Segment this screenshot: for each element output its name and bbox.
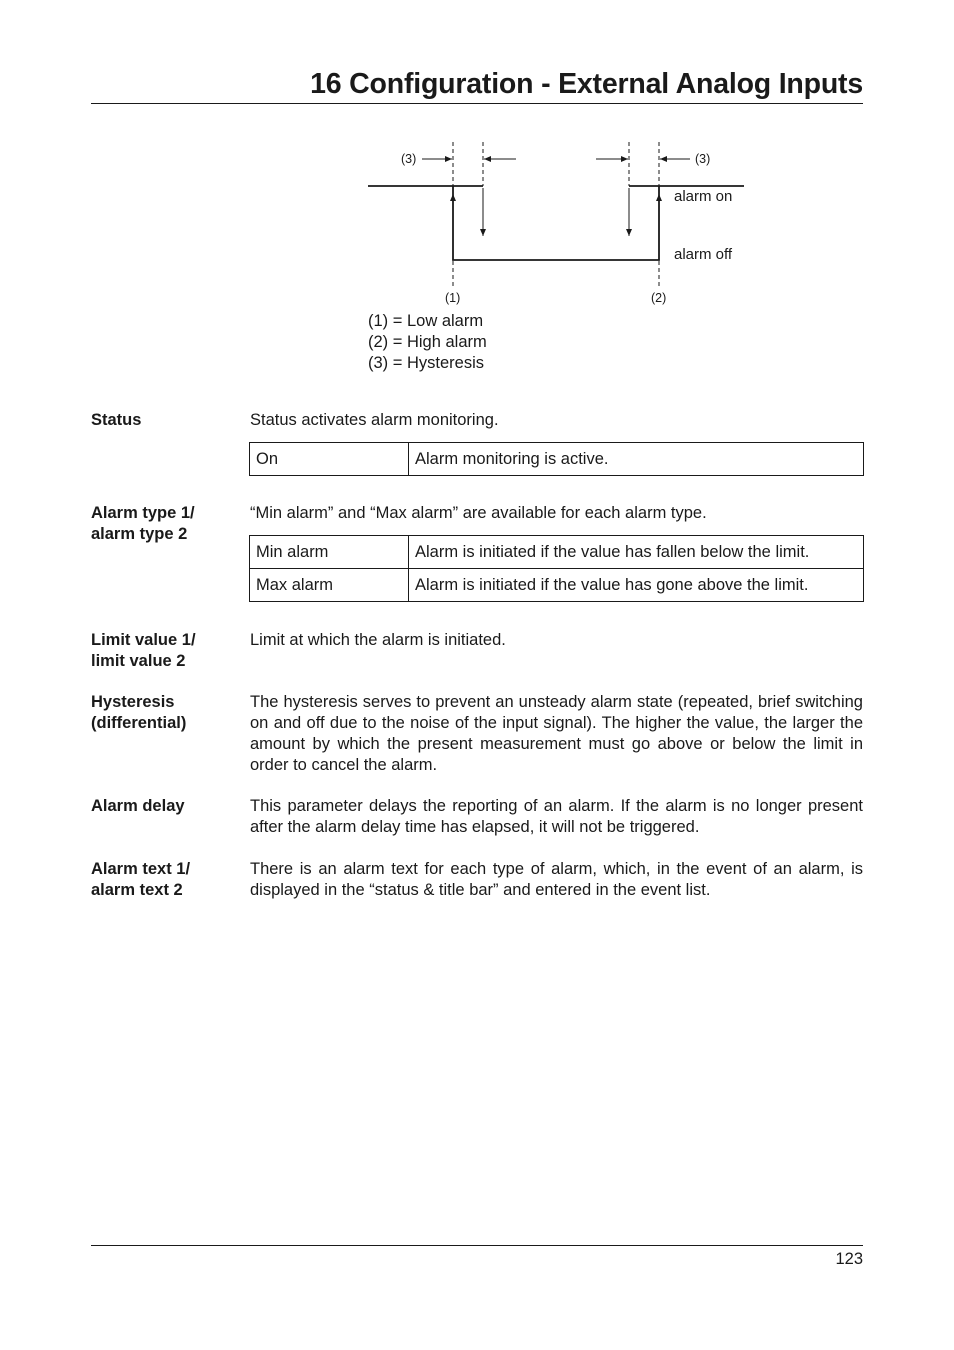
page-title: 16 Configuration - External Analog Inputs — [310, 68, 863, 100]
alarm-delay-description: This parameter delays the reporting of an alarm. If the alarm is no longer present after the alarm delay time has elapsed, it will not be triggered. — [250, 797, 863, 836]
alarm-off-label: alarm off — [674, 246, 733, 263]
legend-item: (2) = High alarm — [368, 333, 487, 351]
page-number: 123 — [835, 1250, 863, 1268]
option-cell: Min alarm — [250, 536, 409, 569]
hysteresis-diagram — [360, 140, 760, 312]
alarm-on-label: alarm on — [674, 188, 733, 205]
limit-value-label: Limit value 1/ limit value 2 — [91, 631, 196, 670]
limit-value-description: Limit at which the alarm is initiated. — [250, 631, 506, 649]
footer-divider — [91, 1245, 863, 1246]
hysteresis-label-left: (3) — [401, 152, 417, 166]
alarm-type-options-table — [249, 535, 864, 602]
status-label: Status — [91, 411, 142, 429]
table-row — [250, 443, 864, 476]
hysteresis-description: The hysteresis serves to prevent an unsteady alarm state (repeated, brief switching on and off due to the noise of the input signal). The higher the value, the larger the amount by which the present measurement must go above or below the limit in order to cancel the alarm. — [250, 693, 863, 774]
description-cell: Alarm is initiated if the value has fallen below the limit. — [409, 536, 864, 569]
legend-item: (3) = Hysteresis — [368, 354, 484, 372]
table-row — [250, 569, 864, 602]
description-cell: Alarm monitoring is active. — [409, 443, 864, 476]
alarm-type-description: “Min alarm” and “Max alarm” are available for each alarm type. — [250, 504, 707, 522]
legend-item: (1) = Low alarm — [368, 312, 484, 330]
alarm-text-label: Alarm text 1/ alarm text 2 — [91, 860, 191, 899]
option-cell: On — [250, 443, 409, 476]
alarm-type-label: Alarm type 1/ alarm type 2 — [91, 504, 195, 543]
diagram-legend — [368, 311, 487, 374]
status-options-table — [249, 442, 864, 476]
alarm-delay-label: Alarm delay — [91, 797, 185, 815]
hysteresis-label: Hysteresis (differential) — [91, 693, 187, 732]
status-description: Status activates alarm monitoring. — [250, 411, 499, 429]
low-alarm-marker-label: (1) — [445, 291, 461, 305]
alarm-text-description: There is an alarm text for each type of alarm, which, in the event of an alarm, is displayed in the “status & title bar” and entered in the event list. — [250, 860, 863, 899]
hysteresis-label-right: (3) — [695, 152, 711, 166]
high-alarm-marker-label: (2) — [651, 291, 667, 305]
table-row — [250, 536, 864, 569]
option-cell: Max alarm — [250, 569, 409, 602]
description-cell: Alarm is initiated if the value has gone above the limit. — [409, 569, 864, 602]
title-divider — [91, 103, 863, 104]
